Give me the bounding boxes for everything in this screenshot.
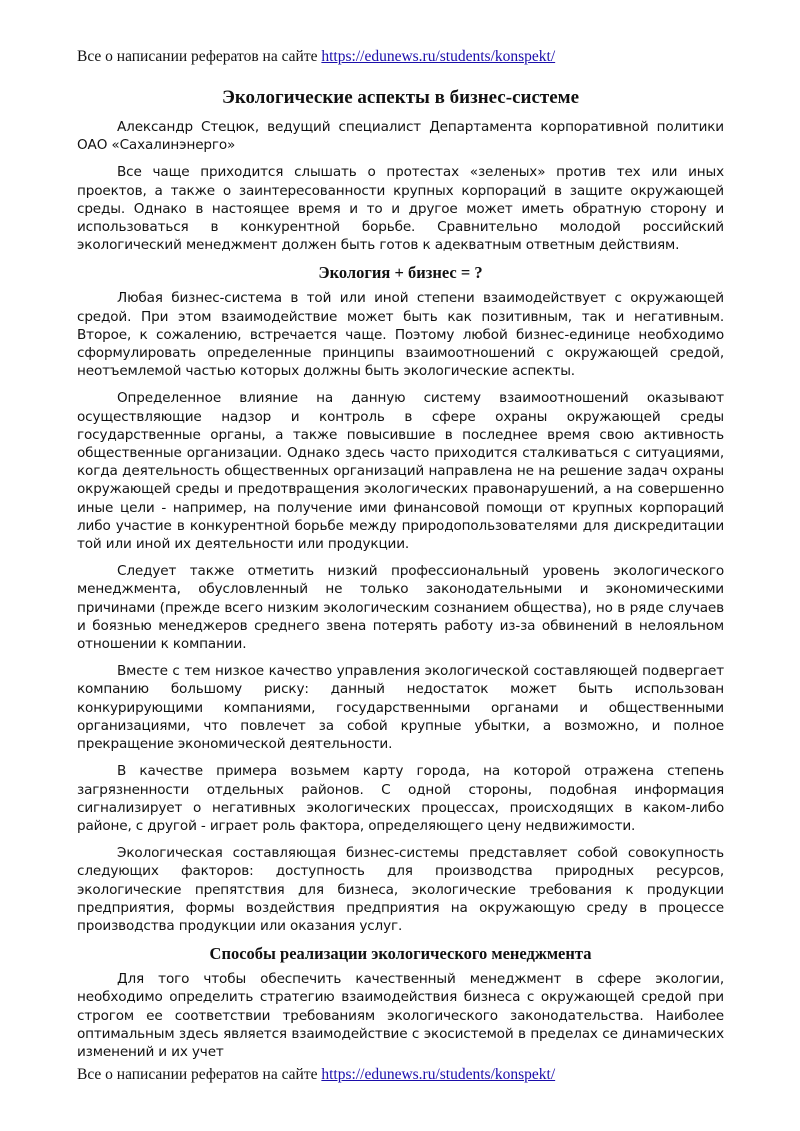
intro-paragraph: Все чаще приходится слышать о протестах «зеленых» против тех или иных проектов, а также о заинтересованности крупных корпораций в защите окружающей среды. Однако в настоящее время и то и другое может иметь обратную сторону и использоваться в конкурентной борьбе. Сравнительно молодой российский экологический менеджмент должен быть готов к адекватным ответным действиям.: [77, 164, 724, 254]
body-paragraph: Следует также отметить низкий профессиональный уровень экологического менеджмента, обусловленный не только законодательными и экономическими причинами (прежде всего низким экологическим сознанием общества), но в ряде случаев и боязнью менеджеров среднего звена потерять работу из-за обвинений в нелояльном отношении к компании.: [77, 563, 724, 653]
page-footer: [77, 1066, 724, 1084]
author-paragraph: Александр Стецюк, ведущий специалист Департамента корпоративной политики ОАО «Сахалинэнерго»: [77, 119, 724, 154]
body-paragraph: Вместе с тем низкое качество управления экологической составляющей подвергает компанию большому риску: данный недостаток может быть использован конкурирующими компаниями, государственными органами и общественными организациями, что повлечет за собой крупные убытки, а возможно, и полное прекращение экономической деятельности.: [77, 663, 724, 753]
body-paragraph: Для того чтобы обеспечить качественный менеджмент в сфере экологии, необходимо определить стратегию взаимодействия бизнеса с окружающей средой при строгом ее соответствии требованиям экологического законодательства. Наиболее оптимальным здесь является взаимодействие с экосистемой в пределах се динамических изменений и их учет: [77, 971, 724, 1060]
header-text: Все о написании рефератов на сайте: [77, 48, 322, 65]
header-link[interactable]: https://edunews.ru/students/konspekt/: [321, 48, 556, 65]
section-heading-eco-management: Способы реализации экологического менеджмента: [209, 944, 592, 964]
body-paragraph: Определенное влияние на данную систему взаимоотношений оказывают осуществляющие надзор и контроль в сфере охраны окружающей среды государственные органы, а также повысившие в последнее время свою активность общественные организации. Однако здесь часто приходится сталкиваться с ситуациями, когда деятельность общественных организаций направлена не на решение задач охраны окружающей среды и предотвращения экологических правонарушений, а на совершенно иные цели - например, на получение ими финансовой помощи от крупных корпораций либо участие в конкурентной борьбе между природопользователями для дискредитации той или иной их деятельности или продукции.: [77, 390, 724, 553]
footer-link[interactable]: https://edunews.ru/students/konspekt/: [321, 1066, 556, 1083]
body-paragraph: Любая бизнес-система в той или иной степени взаимодействует с окружающей средой. При этом взаимодействие может быть как позитивным, так и негативным. Второе, к сожалению, встречается чаще. Поэтому любой бизнес-единице необходимо сформулировать определенные принципы взаимоотношений с окружающей средой, неотъемлемой частью которых должны быть экологические аспекты.: [77, 290, 724, 380]
document-body: [77, 86, 724, 1070]
section-heading-ecology-business: Экология + бизнес = ?: [318, 263, 483, 283]
page-header: [77, 48, 724, 66]
document-title: Экологические аспекты в бизнес-системе: [221, 87, 580, 108]
body-paragraph: Экологическая составляющая бизнес-системы представляет собой совокупность следующих факторов: доступность для производства природных ресурсов, экологические препятствия для бизнеса, экологические требования к продукции предприятия, формы воздействия предприятия на окружающую среду в процессе производства продукции или оказания услуг.: [77, 845, 724, 934]
body-paragraph: В качестве примера возьмем карту города, на которой отражена степень загрязненности отдельных районов. С одной стороны, подобная информация сигнализирует о негативных экологических процессах, происходящих в каком-либо районе, с другой - играет роль фактора, определяющего цену недвижимости.: [77, 763, 724, 834]
footer-text: Все о написании рефератов на сайте: [77, 1066, 322, 1083]
